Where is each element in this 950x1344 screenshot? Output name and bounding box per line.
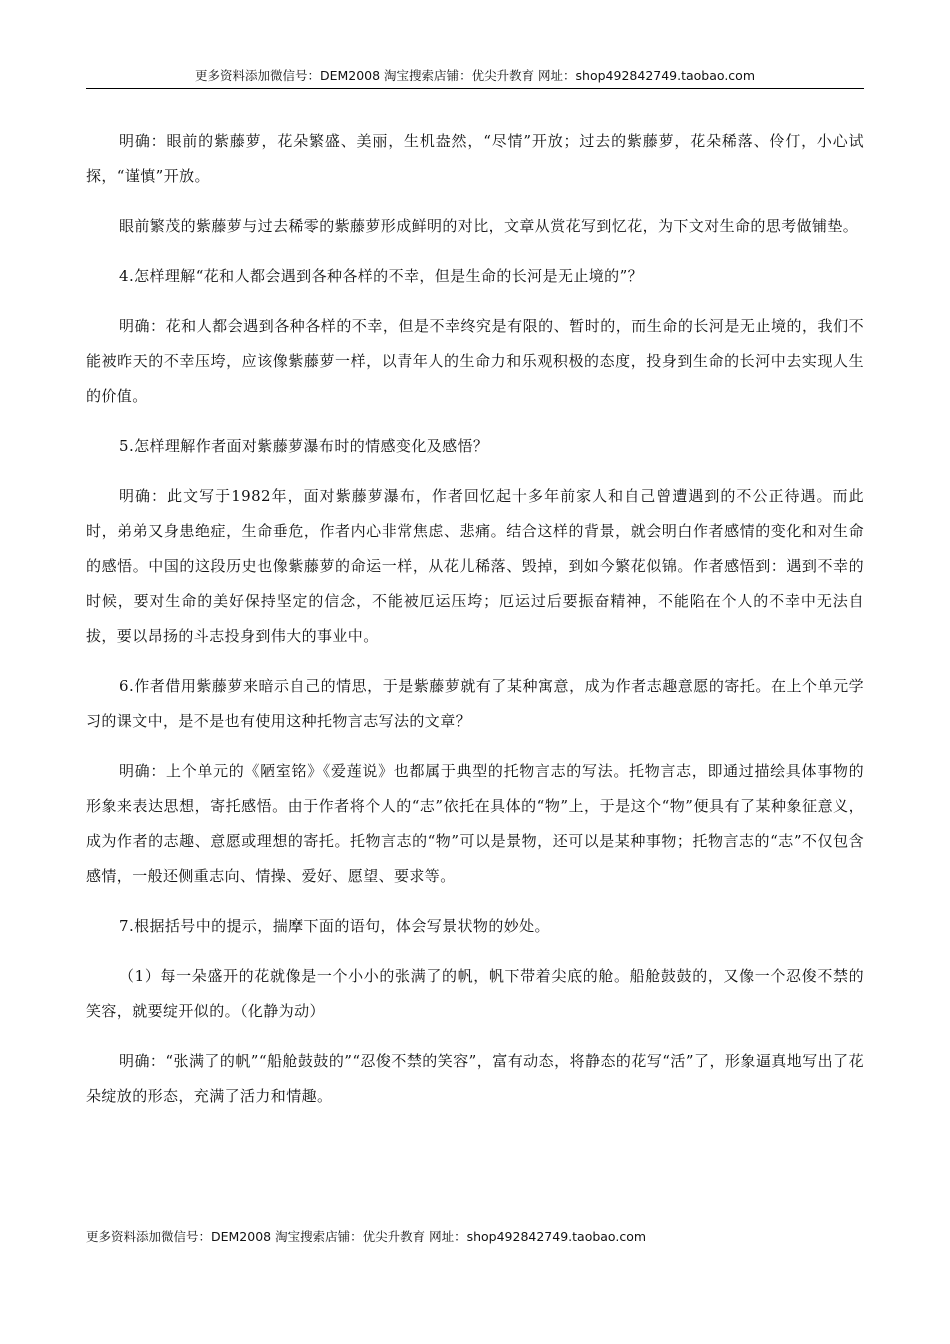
page-footer: 更多资料添加微信号：DEM2008 淘宝搜索店铺：优尖升教育 网址：shop492842749.taobao.com xyxy=(86,1229,647,1244)
paragraph: 明确：眼前的紫藤萝，花朵繁盛、美丽，生机盎然，“尽情”开放；过去的紫藤萝，花朵稀落、伶仃，小心试探，“谨慎”开放。 xyxy=(86,132,864,185)
question-4: 4.怎样理解“花和人都会遇到各种各样的不幸，但是生命的长河是无止境的”？ xyxy=(119,267,644,285)
document-body xyxy=(86,124,864,1129)
question-7: 7.根据括号中的提示，揣摩下面的语句，体会写景状物的妙处。 xyxy=(119,917,550,935)
answer-5: 明确：此文写于1982年，面对紫藤萝瀑布，作者回忆起十多年前家人和自己曾遭遇到的不公正待遇。而此时，弟弟又身患绝症，生命垂危，作者内心非常焦虑、悲痛。结合这样的背景，就会明白作者感情的变化和对生命的感悟。中国的这段历史也像紫藤萝的命运一样，从花儿稀落、毁掉，到如今繁花似锦。作者感悟到：遇到不幸的时候，要对生命的美好保持坚定的信念，不能被厄运压垮；厄运过后要振奋精神，不能陷在个人的不幸中无法自拔，要以昂扬的斗志投身到伟大的事业中。 xyxy=(86,487,864,645)
page-header: 更多资料添加微信号：DEM2008 淘宝搜索店铺：优尖升教育 网址：shop492842749.taobao.com xyxy=(86,64,864,89)
answer-4: 明确：花和人都会遇到各种各样的不幸，但是不幸终究是有限的、暂时的，而生命的长河是无止境的，我们不能被昨天的不幸压垮，应该像紫藤萝一样，以青年人的生命力和乐观积极的态度，投身到生命的长河中去实现人生的价值。 xyxy=(86,317,864,405)
question-5: 5.怎样理解作者面对紫藤萝瀑布时的情感变化及感悟？ xyxy=(119,437,489,455)
question-6: 6.作者借用紫藤萝来暗示自己的情思，于是紫藤萝就有了某种寓意，成为作者志趣意愿的寄托。在上个单元学习的课文中，是不是也有使用这种托物言志写法的文章？ xyxy=(86,677,864,730)
answer-6: 明确：上个单元的《陋室铭》《爱莲说》也都属于典型的托物言志的写法。托物言志，即通过描绘具体事物的形象来表达思想，寄托感悟。由于作者将个人的“志”依托在具体的“物”上，于是这个“物”便具有了某种象征意义，成为作者的志趣、意愿或理想的寄托。托物言志的“物”可以是景物，还可以是某种事物；托物言志的“志”不仅包含感情，一般还侧重志向、情操、爱好、愿望、要求等。 xyxy=(86,762,864,885)
example-sentence-1: （1）每一朵盛开的花就像是一个小小的张满了的帆，帆下带着尖底的舱。船舱鼓鼓的，又像一个忍俊不禁的笑容，就要绽开似的。（化静为动） xyxy=(86,967,864,1020)
paragraph: 眼前繁茂的紫藤萝与过去稀零的紫藤萝形成鲜明的对比，文章从赏花写到忆花，为下文对生命的思考做铺垫。 xyxy=(119,217,859,235)
answer-7-1: 明确：“张满了的帆”“船舱鼓鼓的”“忍俊不禁的笑容”，富有动态，将静态的花写“活”了，形象逼真地写出了花朵绽放的形态，充满了活力和情趣。 xyxy=(86,1052,864,1105)
